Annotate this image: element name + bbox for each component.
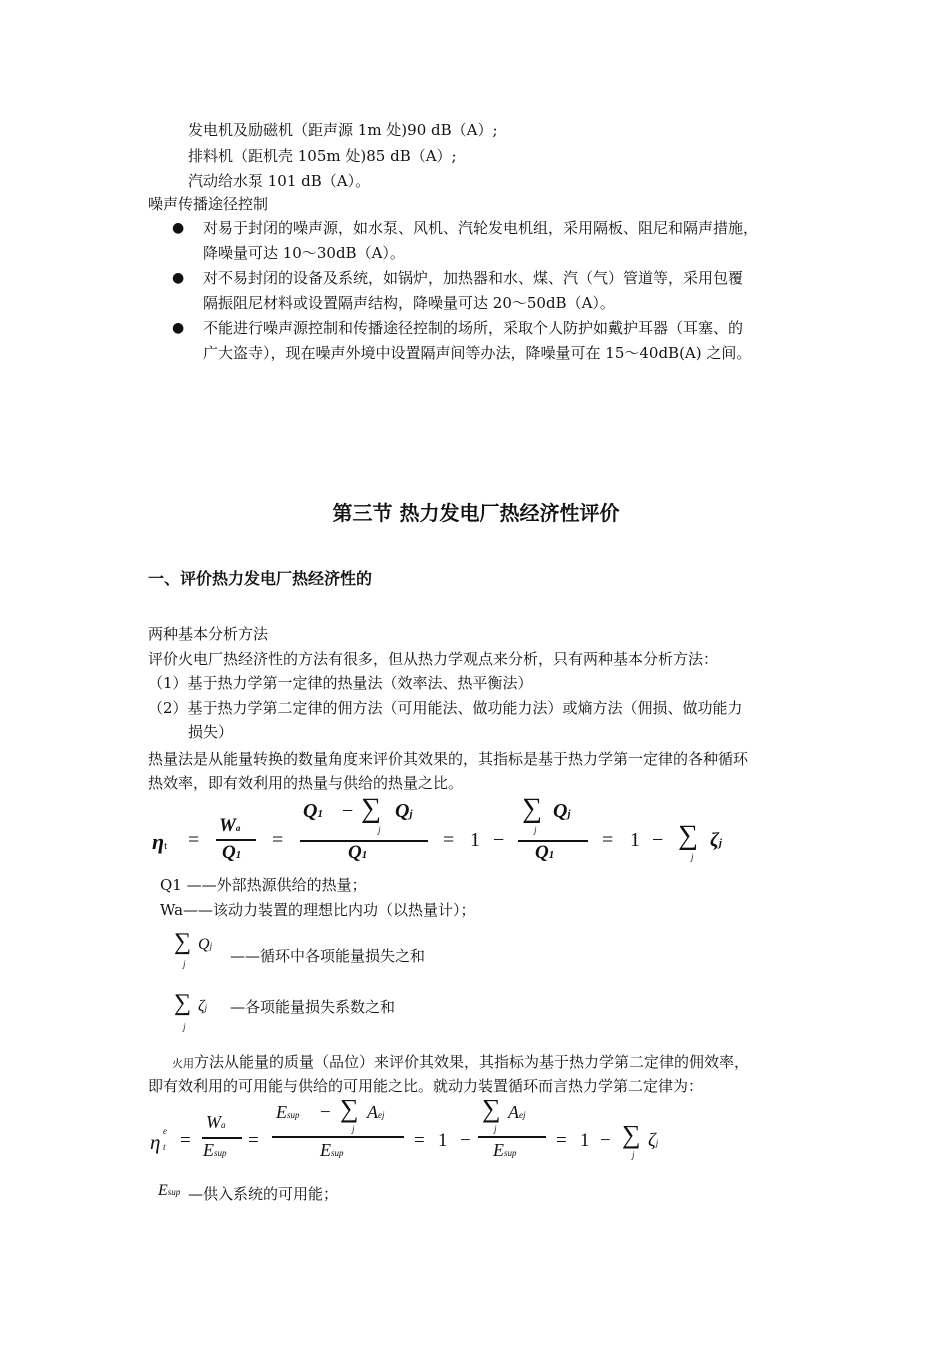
method-item-1: （1）基于热力学第一定律的热量法（效率法、热平衡法） [148,674,533,692]
bullet-1-line-1: 对易于封闭的噪声源，如水泵、风机、汽轮发电机组，采用隔板、阻尼和隔声措施， [203,219,759,237]
exergy-text-cont: 即有效利用的可用能与供给的可用能之比。就动力装置循环而言热力学第二定律为： [148,1077,704,1095]
exergy-text [172,1052,749,1074]
path-control-heading: 噪声传播途径控制 [148,195,269,213]
bullet-dot: ● [172,270,185,286]
def-sum-zeta: —各项能量损失系数之和 [230,998,396,1016]
method-item-2: （2）基于热力学第二定律的佣方法（可用能法、做功能力法）或熵方法（佣损、做功能力 [148,699,743,717]
bullet-2-line-1: 对不易封闭的设备及系统，如锅炉，加热器和水、煤、汽（气）管道等，采用包覆 [203,269,744,287]
bullet-dot: ● [172,220,185,236]
subheading: 一、评价热力发电厂热经济性的 [148,569,373,588]
exergy-prefix: 火用 [172,1057,194,1070]
noise-source-1: 发电机及励磁机（距声源 1m 处)90 dB（A）; [188,121,498,139]
noise-source-3: 汽动给水泵 101 dB（A）。 [188,172,371,190]
bullet-3-line-2: 广大盗寺），现在噪声外境中设置隔声间等办法，降噪量可在 15～40dB(A) 之间。 [203,344,752,362]
method-item-2-cont: 损失） [188,723,234,741]
heat-method-text-cont: 热效率，即有效利用的热量与供给的热量之比。 [148,774,464,792]
noise-source-2: 排料机（距机壳 105m 处)85 dB（A）; [188,147,457,165]
bullet-2-line-2: 隔振阻尼材料或设置隔声结构，降噪量可达 20～50dB（A）。 [203,294,615,312]
def-sum-qj: ——循环中各项能量损失之和 [230,947,426,965]
bullet-dot: ● [172,320,185,336]
def-esup: —供入系统的可用能； [188,1185,339,1203]
section-title: 第三节 热力发电厂热经济性评价 [332,501,620,525]
heat-method-text: 热量法是从能量转换的数量角度来评价其效果的，其指标是基于热力学第一定律的各种循环 [148,750,749,768]
def-wa: Wa——该动力装置的理想比内功（以热量计）； [160,901,476,919]
def-q1: Q1 ——外部热源供给的热量； [160,876,367,894]
bullet-3-line-1: 不能进行噪声源控制和传播途径控制的场所，采取个人防护如戴护耳器（耳塞、的 [203,319,744,337]
methods-title: 两种基本分析方法 [148,625,269,643]
exergy-line-1: 方法从能量的质量（品位）来评价其效果，其指标为基于热力学第二定律的佣效率， [194,1053,750,1071]
bullet-1-line-2: 降噪量可达 10～30dB（A）。 [203,244,405,262]
intro-text: 评价火电厂热经济性的方法有很多，但从热力学观点来分析，只有两种基本分析方法： [148,650,719,668]
